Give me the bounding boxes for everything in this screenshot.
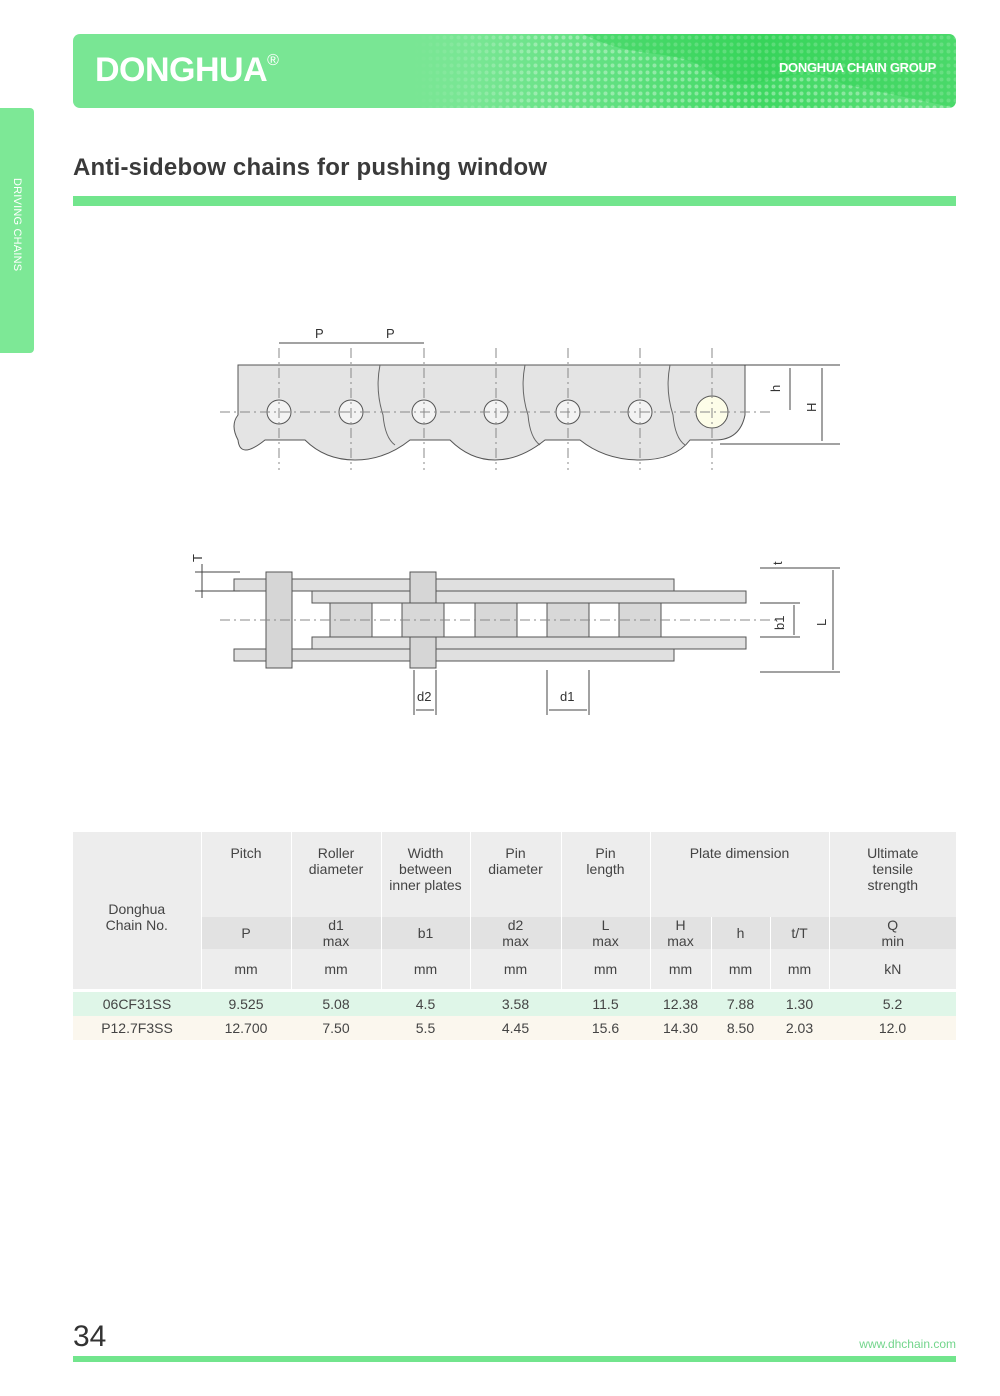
table-row: 06CF31SS 9.525 5.08 4.5 3.58 11.5 12.38 7.88 1.30 5.2 bbox=[73, 992, 956, 1016]
sym-L: L max bbox=[561, 917, 650, 949]
col-pin-length: Pin length bbox=[561, 832, 650, 917]
unit-cell: mm bbox=[650, 949, 711, 989]
unit-cell: mm bbox=[381, 949, 470, 989]
header-row-units bbox=[73, 949, 956, 989]
side-tab-label: DRIVING CHAINS bbox=[11, 178, 23, 272]
col-uts: Ultimate tensile strength bbox=[829, 832, 956, 917]
dim-label-T: T bbox=[190, 554, 205, 562]
brand-logo: DONGHUA® bbox=[95, 51, 279, 89]
unit-cell: mm bbox=[770, 949, 829, 989]
unit-cell: mm bbox=[201, 949, 291, 989]
unit-cell: mm bbox=[711, 949, 770, 989]
sym-P: P bbox=[201, 917, 291, 949]
table-row: P12.7F3SS 12.700 7.50 5.5 4.45 15.6 14.30 8.50 2.03 12.0 bbox=[73, 1016, 956, 1040]
footer-divider bbox=[73, 1356, 956, 1362]
spec-table bbox=[73, 832, 956, 1040]
chain-side-view bbox=[220, 326, 840, 470]
page-number: 34 bbox=[73, 1320, 107, 1353]
sym-d2: d2 max bbox=[470, 917, 561, 949]
dim-label-d2: d2 bbox=[417, 689, 432, 704]
dim-label-L: L bbox=[814, 618, 829, 626]
dim-label-h: h bbox=[768, 384, 783, 392]
col-chain-no: Donghua Chain No. bbox=[73, 832, 201, 989]
title-divider bbox=[73, 196, 956, 206]
page-title: Anti-sidebow chains for pushing window bbox=[73, 154, 548, 181]
col-plate-dimension: Plate dimension bbox=[650, 832, 829, 917]
col-pin-diameter: Pin diameter bbox=[470, 832, 561, 917]
unit-cell: mm bbox=[470, 949, 561, 989]
sym-tT: t/T bbox=[770, 917, 829, 949]
chain-top-view bbox=[190, 554, 840, 715]
dim-label-H: H bbox=[804, 402, 819, 412]
sym-h: h bbox=[711, 917, 770, 949]
header-row-groups bbox=[73, 832, 956, 917]
unit-cell: kN bbox=[829, 949, 956, 989]
dim-label-p2: P bbox=[386, 326, 395, 341]
header-banner bbox=[73, 34, 956, 108]
dim-label-p1: P bbox=[315, 326, 324, 341]
dim-label-t: t bbox=[770, 561, 785, 565]
unit-cell: mm bbox=[561, 949, 650, 989]
website-link[interactable]: www.dhchain.com bbox=[859, 1337, 956, 1351]
dim-label-d1: d1 bbox=[560, 689, 575, 704]
chain-drawing bbox=[180, 320, 860, 720]
dim-label-b1: b1 bbox=[772, 615, 787, 630]
sym-d1: d1 max bbox=[291, 917, 381, 949]
sym-Q: Q min bbox=[829, 917, 956, 949]
col-roller: Roller diameter bbox=[291, 832, 381, 917]
col-width: Width between inner plates bbox=[381, 832, 470, 917]
sym-b1: b1 bbox=[381, 917, 470, 949]
header-row-symbols bbox=[73, 917, 956, 949]
group-name: DONGHUA CHAIN GROUP bbox=[778, 60, 936, 75]
unit-cell: mm bbox=[291, 949, 381, 989]
col-pitch: Pitch bbox=[201, 832, 291, 917]
sym-H: H max bbox=[650, 917, 711, 949]
